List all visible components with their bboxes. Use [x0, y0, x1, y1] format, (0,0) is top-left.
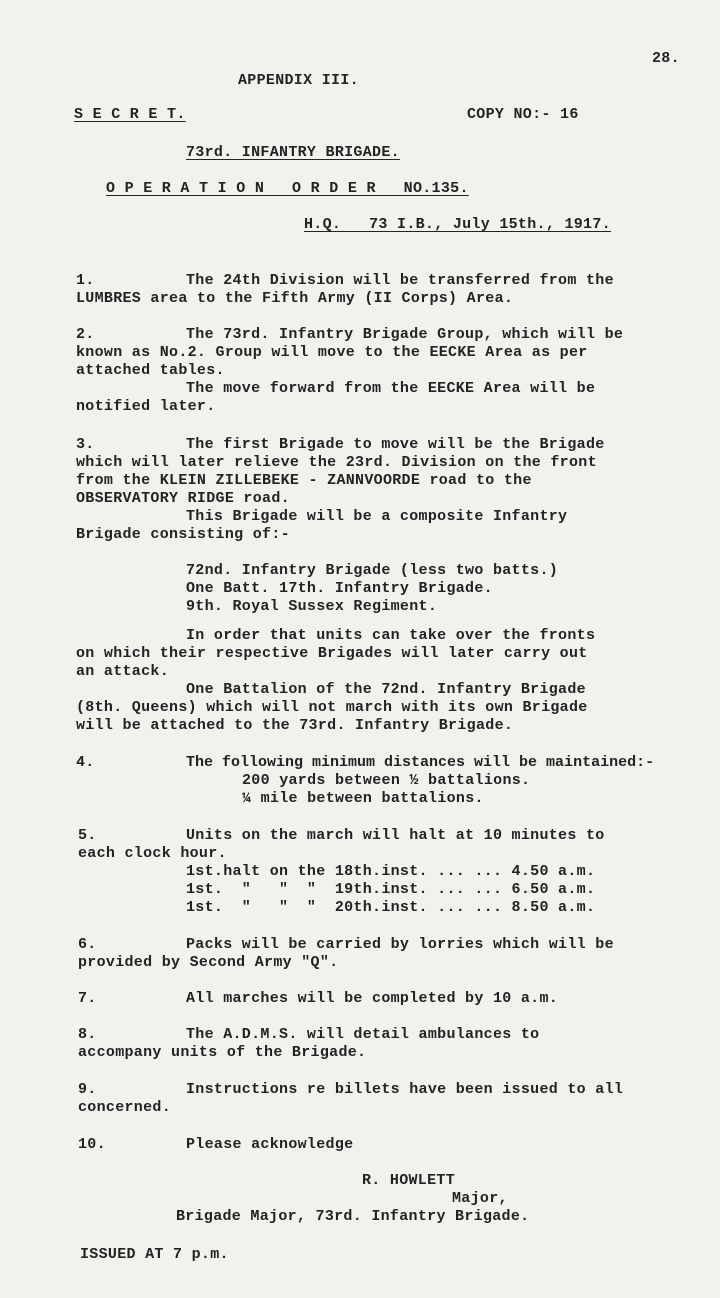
para-line: One Battalion of the 72nd. Infantry Brigade: [186, 681, 586, 698]
signatory-rank: Major,: [452, 1190, 508, 1207]
classification: S E C R E T.: [74, 106, 186, 123]
para-line: One Batt. 17th. Infantry Brigade.: [186, 580, 493, 597]
halt-schedule-row: 1st. " " " 20th.inst. ... ... 8.50 a.m.: [186, 899, 596, 916]
para-line: This Brigade will be a composite Infantry: [186, 508, 568, 525]
para-line: The 24th Division will be transferred from the: [186, 272, 614, 289]
signatory-title: Brigade Major, 73rd. Infantry Brigade.: [176, 1208, 530, 1225]
para-number: 5.: [78, 827, 97, 844]
para-line: LUMBRES area to the Fifth Army (II Corps) Area.: [76, 290, 514, 307]
para-number: 2.: [76, 326, 95, 343]
para-line: Packs will be carried by lorries which will be: [186, 936, 614, 953]
para-line: accompany units of the Brigade.: [78, 1044, 367, 1061]
para-line: which will later relieve the 23rd. Division on the front: [76, 454, 597, 471]
para-line: notified later.: [76, 398, 216, 415]
para-number: 3.: [76, 436, 95, 453]
para-number: 8.: [78, 1026, 97, 1043]
para-line: All marches will be completed by 10 a.m.: [186, 990, 559, 1007]
para-line: The move forward from the EECKE Area will be: [186, 380, 596, 397]
para-line: attached tables.: [76, 362, 225, 379]
para-line: Units on the march will halt at 10 minutes to: [186, 827, 605, 844]
para-line: The 73rd. Infantry Brigade Group, which will be: [186, 326, 624, 343]
para-line: 200 yards between ½ battalions.: [242, 772, 531, 789]
para-line: In order that units can take over the fronts: [186, 627, 596, 644]
halt-schedule-row: 1st. " " " 19th.inst. ... ... 6.50 a.m.: [186, 881, 596, 898]
para-line: each clock hour.: [78, 845, 227, 862]
para-line: concerned.: [78, 1099, 172, 1116]
para-line: provided by Second Army "Q".: [78, 954, 339, 971]
hq-date-line: H.Q. 73 I.B., July 15th., 1917.: [304, 216, 611, 233]
halt-schedule-row: 1st.halt on the 18th.inst. ... ... 4.50 a.m.: [186, 863, 596, 880]
para-line: 72nd. Infantry Brigade (less two batts.): [186, 562, 559, 579]
appendix-heading: APPENDIX III.: [238, 72, 359, 89]
signatory-name: R. HOWLETT: [362, 1172, 456, 1189]
para-line: (8th. Queens) which will not march with its own Brigade: [76, 699, 588, 716]
para-line: will be attached to the 73rd. Infantry Brigade.: [76, 717, 514, 734]
para-number: 9.: [78, 1081, 97, 1098]
para-line: Brigade consisting of:-: [76, 526, 290, 543]
page-number: 28.: [652, 50, 680, 67]
issued-time: ISSUED AT 7 p.m.: [80, 1246, 229, 1263]
para-line: The A.D.M.S. will detail ambulances to: [186, 1026, 540, 1043]
para-line: on which their respective Brigades will later carry out: [76, 645, 588, 662]
para-line: The first Brigade to move will be the Brigade: [186, 436, 605, 453]
para-line: known as No.2. Group will move to the EECKE Area as per: [76, 344, 588, 361]
para-line: ¼ mile between battalions.: [242, 790, 484, 807]
para-number: 1.: [76, 272, 95, 289]
order-title: O P E R A T I O N O R D E R NO.135.: [106, 180, 469, 197]
para-line: The following minimum distances will be maintained:-: [186, 754, 655, 771]
para-line: Instructions re billets have been issued to all: [186, 1081, 624, 1098]
para-number: 6.: [78, 936, 97, 953]
para-number: 10.: [78, 1136, 106, 1153]
para-line: from the KLEIN ZILLEBEKE - ZANNVOORDE road to the: [76, 472, 532, 489]
para-line: an attack.: [76, 663, 170, 680]
para-line: 9th. Royal Sussex Regiment.: [186, 598, 438, 615]
para-number: 4.: [76, 754, 95, 771]
copy-number: COPY NO:- 16: [467, 106, 579, 123]
para-number: 7.: [78, 990, 97, 1007]
para-line: Please acknowledge: [186, 1136, 354, 1153]
brigade-heading: 73rd. INFANTRY BRIGADE.: [186, 144, 400, 161]
para-line: OBSERVATORY RIDGE road.: [76, 490, 290, 507]
